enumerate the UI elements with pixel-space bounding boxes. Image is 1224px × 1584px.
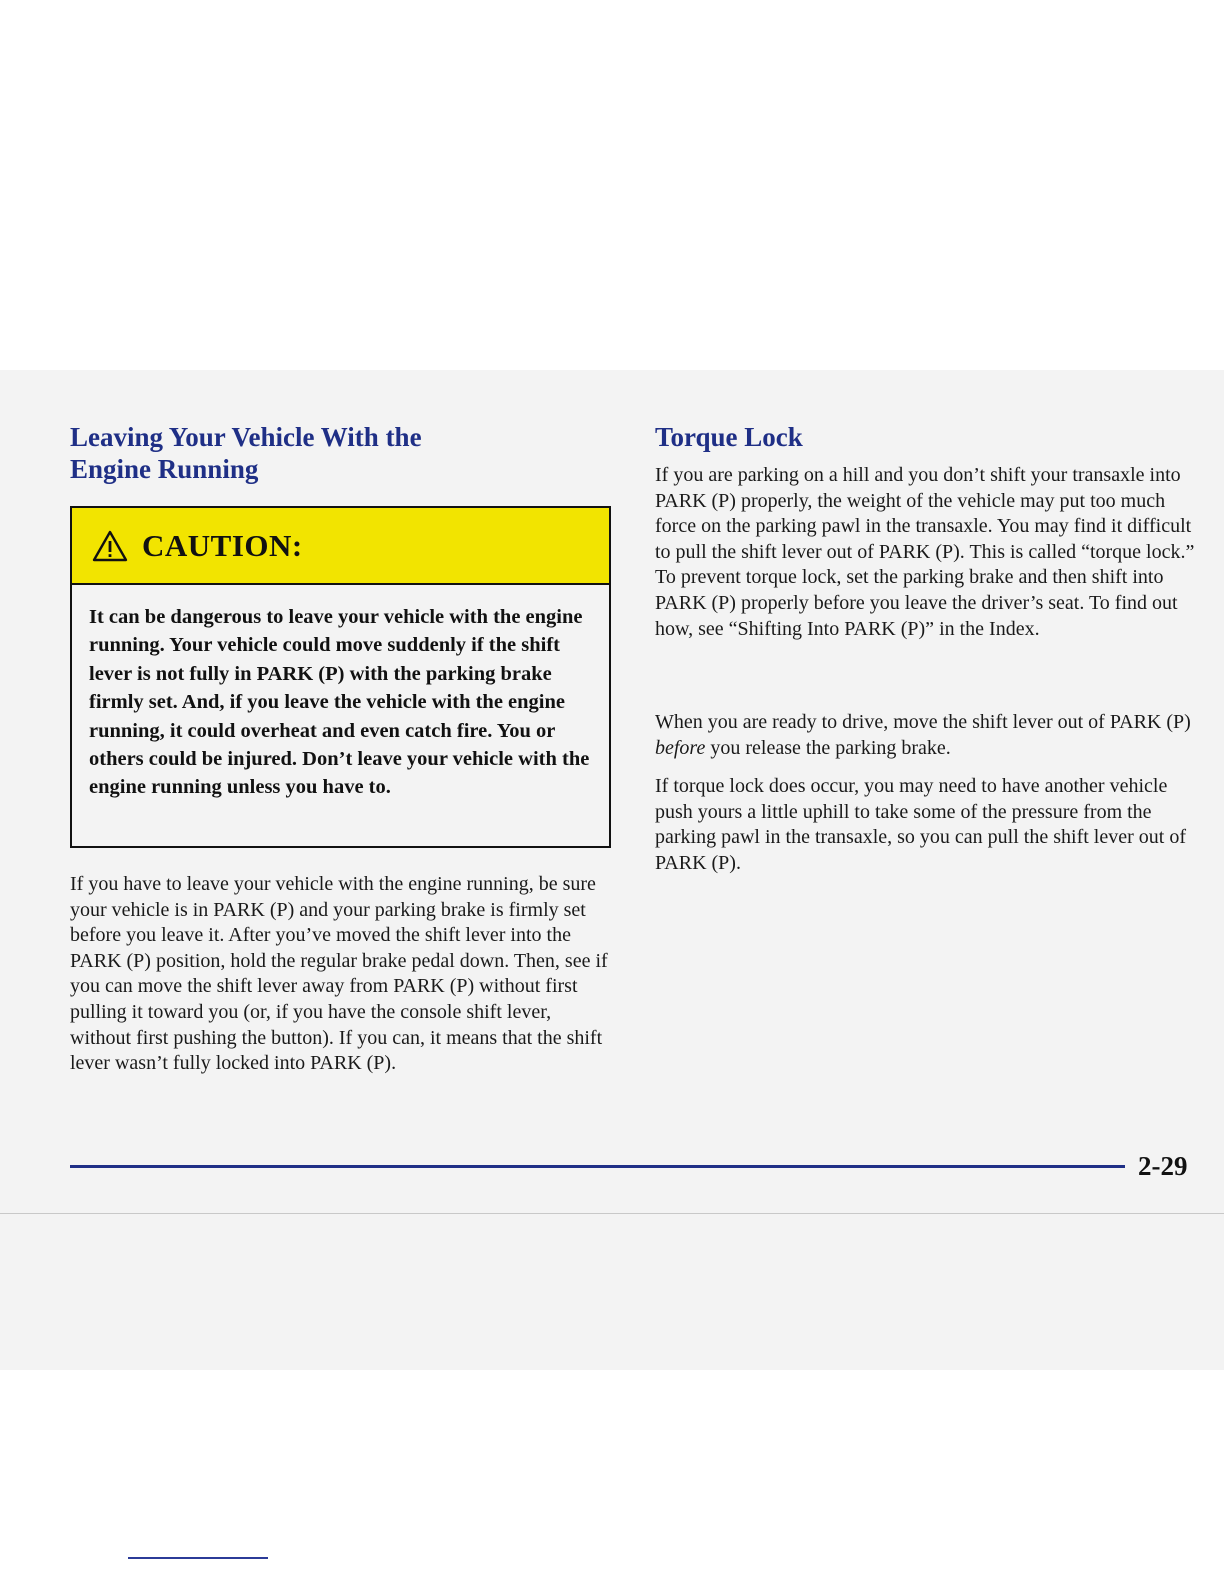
caution-text: It can be dangerous to leave your vehicle with the engine running. Your vehicle could move suddenly if the shift lever is not fully in PARK (P) with the parking brake firmly set. And, if you leave the vehicle with the engine running, it could overheat and even catch fire. You or others could be injured. Don’t leave your vehicle with the engine running unless you have to. — [89, 606, 590, 799]
section-heading-torque-lock: Torque Lock — [655, 422, 803, 452]
caution-box — [70, 506, 611, 848]
paragraph-2-text-end: you release the parking brake. — [705, 736, 951, 759]
heading-line-2: Engine Running — [70, 454, 259, 484]
paragraph-2-emphasis: before — [655, 736, 706, 759]
caution-title: CAUTION: — [142, 527, 303, 563]
leaving-vehicle-paragraph: If you have to leave your vehicle with the engine running, be sure your vehicle is in PARK (P) and your parking brake is firmly set before you leave it. After you’ve moved the shift lever into the PARK (P) position, hold the regular brake pedal down. Then, see if you can move the shift lever away from PARK (P) without first pulling it toward you (or, if you have the console shift lever, without first pushing the button). If you can, it means that the shift lever wasn’t fully locked into PARK (P). — [70, 873, 608, 1075]
caution-header — [72, 508, 609, 585]
footer-rule — [70, 1165, 1125, 1168]
heading-line-1: Leaving Your Vehicle With the — [70, 422, 422, 452]
section-heading-leaving-vehicle — [70, 421, 610, 485]
page-number: 2-29 — [1138, 1151, 1188, 1181]
torque-lock-paragraph-2 — [655, 710, 1200, 761]
paragraph-2-text-start: When you are ready to drive, move the shift lever out of PARK (P) — [655, 711, 1191, 733]
warning-triangle-icon — [92, 530, 128, 562]
torque-lock-paragraph-1: If you are parking on a hill and you don’t shift your transaxle into PARK (P) properly, the weight of the vehicle may put too much force on the parking pawl in the transaxle. You may find it difficult to pull the shift lever out of PARK (P). This is called “torque lock.” To prevent torque lock, set the parking brake and then shift into PARK (P) properly before you leave the driver’s seat. To find out how, see “Shifting Into PARK (P)” in the Index. — [655, 464, 1195, 640]
scan-edge-line — [0, 1213, 1224, 1214]
bottom-mark — [128, 1557, 268, 1559]
torque-lock-paragraph-3: If torque lock does occur, you may need to have another vehicle push yours a little uphill to take some of the pressure from the parking pawl in the transaxle, so you can pull the shift lever out of PARK (P). — [655, 775, 1186, 874]
